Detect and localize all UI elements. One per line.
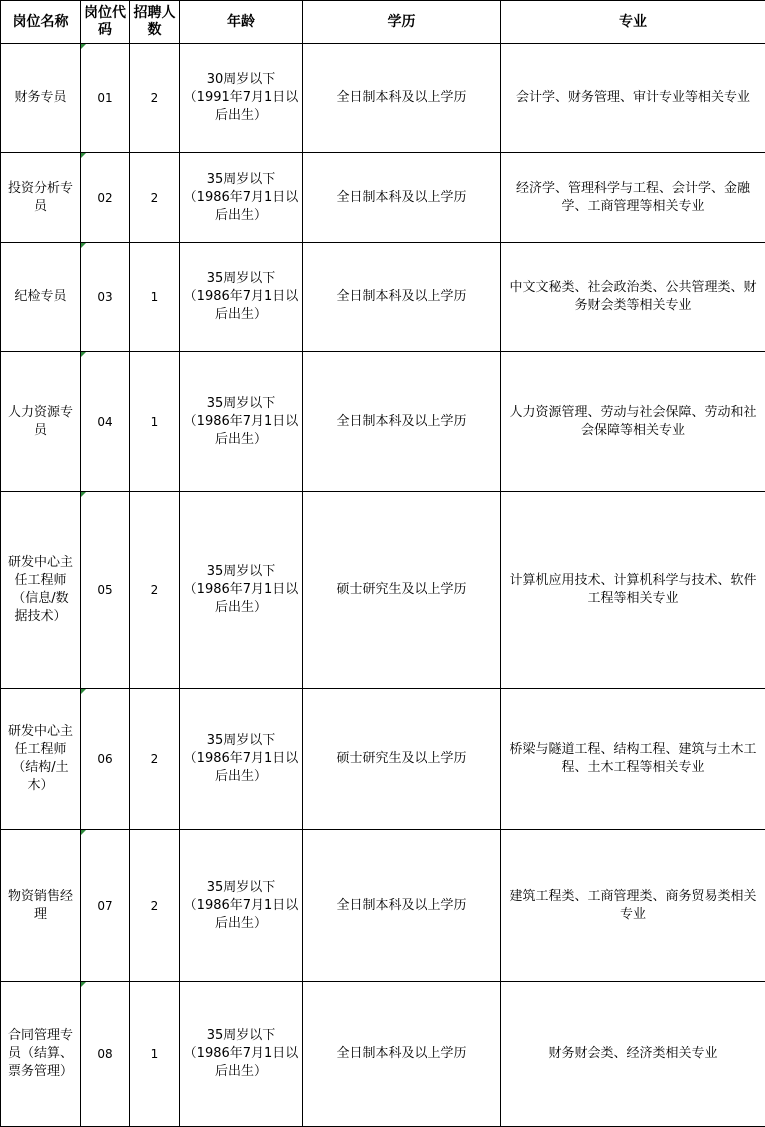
- education-cell: [303, 689, 501, 830]
- major-cell: [501, 689, 765, 830]
- hire-count-cell: [130, 352, 180, 492]
- education-cell: [303, 352, 501, 492]
- age-cell: [180, 830, 303, 982]
- education-cell: [303, 44, 501, 153]
- major-requirement: 建筑工程类、工商管理类、商务贸易类相关专业: [509, 889, 756, 922]
- table-row: [1, 243, 765, 352]
- cell-marker-icon: [81, 982, 86, 987]
- age-limit: 30周岁以下: [183, 71, 299, 89]
- cell-marker-icon: [81, 830, 86, 835]
- age-cell: [180, 352, 303, 492]
- hire-count: 2: [151, 899, 159, 913]
- age-birth-date: （1991年7月1日以后出生）: [183, 89, 299, 125]
- table-row: [1, 492, 765, 689]
- major-requirement: 人力资源管理、劳动与社会保障、劳动和社会保障等相关专业: [509, 405, 756, 438]
- hire-count: 1: [151, 290, 159, 304]
- header-education: 学历: [303, 1, 501, 44]
- education-requirement: 全日制本科及以上学历: [336, 190, 466, 205]
- header-row: [1, 1, 765, 44]
- age-limit: 35周岁以下: [183, 395, 299, 413]
- age-limit: 35周岁以下: [183, 879, 299, 897]
- major-cell: [501, 243, 765, 352]
- position-code-cell: [81, 243, 130, 352]
- position-code-cell: [81, 830, 130, 982]
- cell-marker-icon: [81, 689, 86, 694]
- position-code: 01: [97, 91, 112, 105]
- cell-marker-icon: [81, 44, 86, 49]
- hire-count: 2: [151, 91, 159, 105]
- header-hire-count: 招聘人数: [130, 1, 180, 44]
- age-limit: 35周岁以下: [183, 563, 299, 581]
- position-name-cell: [1, 44, 81, 153]
- major-requirement: 桥梁与隧道工程、结构工程、建筑与土木工程、土木工程等相关专业: [509, 742, 756, 775]
- hire-count-cell: [130, 689, 180, 830]
- position-name: 纪检专员: [14, 289, 66, 304]
- position-code: 04: [97, 415, 112, 429]
- education-requirement: 硕士研究生及以上学历: [336, 751, 466, 766]
- position-name-cell: [1, 982, 81, 1127]
- age-cell: [180, 153, 303, 243]
- table-row: [1, 153, 765, 243]
- cell-marker-icon: [81, 352, 86, 357]
- hire-count-cell: [130, 153, 180, 243]
- position-code: 08: [97, 1047, 112, 1061]
- major-requirement: 会计学、财务管理、审计专业等相关专业: [516, 90, 750, 105]
- table-row: [1, 352, 765, 492]
- education-requirement: 全日制本科及以上学历: [336, 1046, 466, 1061]
- position-code: 07: [97, 899, 112, 913]
- position-code-cell: [81, 153, 130, 243]
- table-row: [1, 830, 765, 982]
- hire-count-cell: [130, 830, 180, 982]
- cell-marker-icon: [81, 492, 86, 497]
- major-requirement: 财务财会类、经济类相关专业: [548, 1046, 717, 1061]
- age-cell: [180, 982, 303, 1127]
- hire-count: 1: [151, 1047, 159, 1061]
- hire-count: 2: [151, 191, 159, 205]
- position-name-cell: [1, 492, 81, 689]
- age-cell: [180, 492, 303, 689]
- hire-count: 1: [151, 415, 159, 429]
- age-limit: 35周岁以下: [183, 1027, 299, 1045]
- cell-marker-icon: [81, 153, 86, 158]
- age-cell: [180, 243, 303, 352]
- position-name-cell: [1, 352, 81, 492]
- hire-count-cell: [130, 44, 180, 153]
- position-code: 05: [97, 583, 112, 597]
- position-name: 研发中心主任工程师（信息/数据技术）: [8, 555, 73, 624]
- major-requirement: 经济学、管理科学与工程、会计学、金融学、工商管理等相关专业: [516, 181, 750, 214]
- age-birth-date: （1986年7月1日以后出生）: [183, 189, 299, 225]
- position-name: 人力资源专员: [8, 405, 73, 438]
- education-requirement: 全日制本科及以上学历: [336, 90, 466, 105]
- age-birth-date: （1986年7月1日以后出生）: [183, 581, 299, 617]
- cell-marker-icon: [81, 243, 86, 248]
- position-name: 投资分析专员: [8, 181, 73, 214]
- education-cell: [303, 982, 501, 1127]
- table-row: [1, 44, 765, 153]
- position-name-cell: [1, 243, 81, 352]
- age-limit: 35周岁以下: [183, 270, 299, 288]
- hire-count-cell: [130, 243, 180, 352]
- education-cell: [303, 243, 501, 352]
- major-cell: [501, 830, 765, 982]
- position-code-cell: [81, 352, 130, 492]
- education-requirement: 全日制本科及以上学历: [336, 414, 466, 429]
- position-code-cell: [81, 492, 130, 689]
- education-cell: [303, 492, 501, 689]
- position-name: 财务专员: [14, 90, 66, 105]
- age-birth-date: （1986年7月1日以后出生）: [183, 1045, 299, 1081]
- major-cell: [501, 44, 765, 153]
- age-cell: [180, 44, 303, 153]
- position-code-cell: [81, 982, 130, 1127]
- header-position-code: 岗位代码: [81, 1, 130, 44]
- position-name-cell: [1, 153, 81, 243]
- hire-count: 2: [151, 583, 159, 597]
- header-age: 年龄: [180, 1, 303, 44]
- position-name-cell: [1, 830, 81, 982]
- position-name: 研发中心主任工程师（结构/土木）: [8, 724, 73, 793]
- position-name: 物资销售经理: [8, 889, 73, 922]
- major-cell: [501, 982, 765, 1127]
- age-cell: [180, 689, 303, 830]
- position-code: 06: [97, 752, 112, 766]
- major-requirement: 中文文秘类、社会政治类、公共管理类、财务财会类等相关专业: [509, 280, 756, 313]
- position-code-cell: [81, 689, 130, 830]
- education-requirement: 硕士研究生及以上学历: [336, 582, 466, 597]
- position-code: 02: [97, 191, 112, 205]
- age-birth-date: （1986年7月1日以后出生）: [183, 288, 299, 324]
- hire-count-cell: [130, 492, 180, 689]
- header-major: 专业: [501, 1, 765, 44]
- age-limit: 35周岁以下: [183, 171, 299, 189]
- position-code-cell: [81, 44, 130, 153]
- table-row: [1, 689, 765, 830]
- education-requirement: 全日制本科及以上学历: [336, 289, 466, 304]
- position-name: 合同管理专员（结算、票务管理）: [8, 1028, 73, 1079]
- age-birth-date: （1986年7月1日以后出生）: [183, 413, 299, 449]
- header-position-name: 岗位名称: [1, 1, 81, 44]
- education-cell: [303, 153, 501, 243]
- age-limit: 35周岁以下: [183, 732, 299, 750]
- position-code: 03: [97, 290, 112, 304]
- major-cell: [501, 492, 765, 689]
- education-requirement: 全日制本科及以上学历: [336, 898, 466, 913]
- age-birth-date: （1986年7月1日以后出生）: [183, 897, 299, 933]
- position-name-cell: [1, 689, 81, 830]
- major-cell: [501, 352, 765, 492]
- table-row: [1, 982, 765, 1127]
- major-requirement: 计算机应用技术、计算机科学与技术、软件工程等相关专业: [509, 573, 756, 606]
- education-cell: [303, 830, 501, 982]
- hire-count-cell: [130, 982, 180, 1127]
- hire-count: 2: [151, 752, 159, 766]
- age-birth-date: （1986年7月1日以后出生）: [183, 750, 299, 786]
- major-cell: [501, 153, 765, 243]
